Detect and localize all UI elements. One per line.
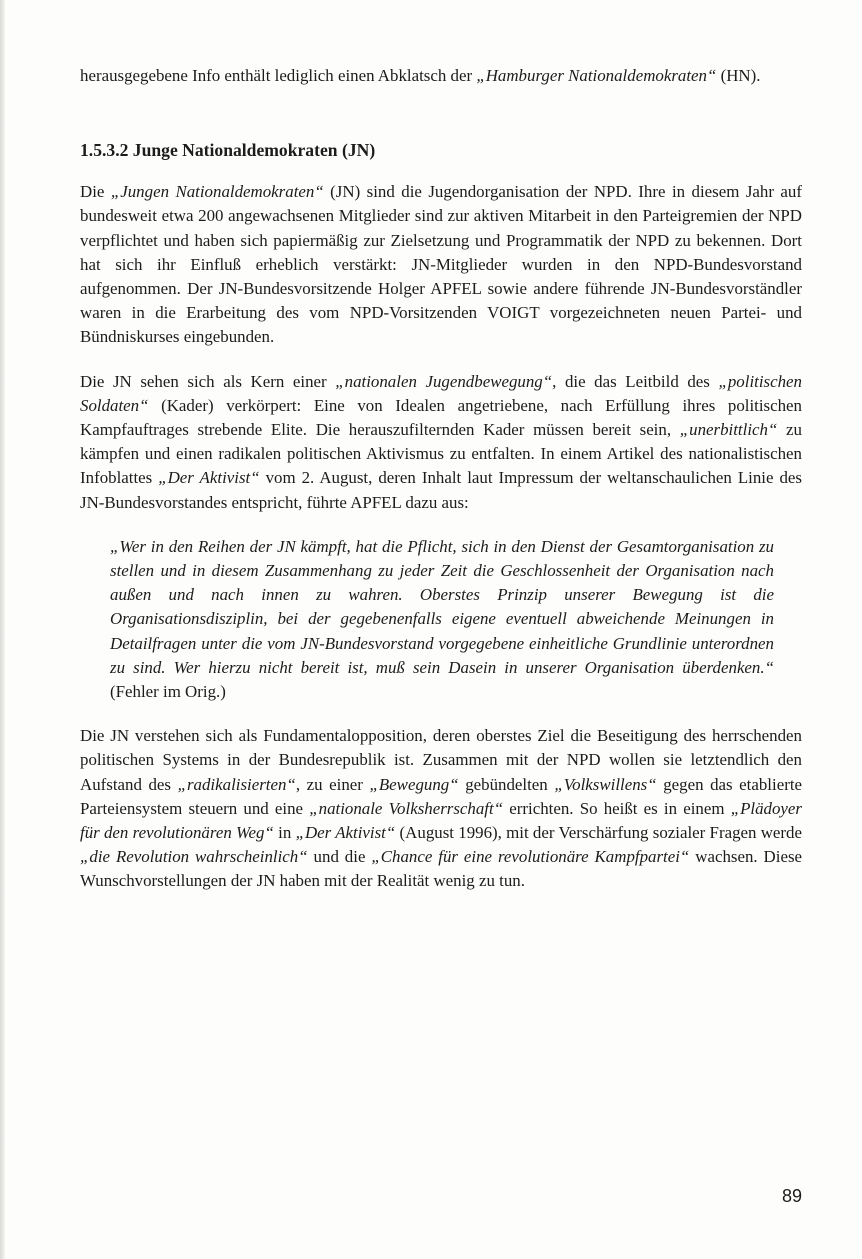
para2-text: , die das Leitbild des	[552, 371, 719, 391]
para2-quote-term: „unerbittlich“	[679, 420, 778, 440]
para3-text: wachsen. Diese Wunschvorstellungen der JN haben mit der Realität wenig zu tun.	[80, 847, 803, 891]
para2-text: zu kämpfen und einen radikalen politischen Aktivismus zu entfalten. In einem Artikel des nationalistischen Infoblattes	[80, 420, 802, 488]
para3-text: , zu einer	[295, 774, 370, 794]
para2-text: (Kader) verkörpert: Eine von Idealen angetriebene, nach Erfüllung ihres politischen Kampfauftrages strebende Elite. Die herauszufilternden Kader müssen bereit sein,	[80, 395, 802, 440]
para2-quote-term: „nationalen Jugendbewegung“	[335, 371, 553, 391]
para1-text: Die	[80, 182, 111, 202]
page-edge-shadow	[0, 0, 5, 1259]
para3-quote-term: „Chance für eine revolutionäre Kampfpartei“	[371, 847, 690, 867]
para3-text: in	[273, 823, 296, 843]
para2-quote-term: „politischen Soldaten“	[80, 371, 802, 415]
para3-quote-term: „Volkswillens“	[554, 774, 657, 794]
section-heading: 1.5.3.2 Junge Nationaldemokraten (JN)	[80, 140, 376, 161]
para3-text: und die	[307, 847, 372, 867]
intro-text-end: (HN).	[716, 66, 761, 85]
para3-text: (August 1996), mit der Verschärfung sozialer Fragen werde	[395, 823, 802, 843]
quote-note: (Fehler im Orig.)	[110, 682, 226, 702]
jn-name: „Jungen Nationaldemokraten“	[110, 182, 324, 202]
para3-text: Die JN verstehen sich als Fundamentalopposition, deren oberstes Ziel die Beseitigung des herrschenden politischen Systems in der Bundesrepublik ist. Zusammen mit der NPD wollen sie letztendlich den Aufstand des	[80, 726, 802, 794]
paragraph-fundamentalopposition	[80, 724, 802, 893]
para3-quote-term: „nationale Volksherrschaft“	[309, 798, 504, 818]
intro-text: herausgegebene Info enthält lediglich einen Abklatsch der	[80, 66, 477, 85]
paragraph-kader	[80, 370, 802, 515]
para1-text-cont: (JN) sind die Jugendorganisation der NPD. Ihre in diesem Jahr auf bundesweit etwa 200 angewachsenen Mitglieder sind zur aktiven Mitarbeit in den Parteigremien der NPD verpflichtet und haben sich papiermäßig zur Zielsetzung und Programmatik der NPD zu bekennen. Dort hat sich ihr Einfluß erheblich verstärkt: JN-Mitglieder wurden in den NPD-Bundesvorstand aufgenommen. Der JN-Bundesvorsitzende Holger APFEL sowie andere führende JN-Bundesvorständler waren in die Erarbeitung des vom NPD-Vorsitzenden VOIGT vorgezeichneten neuen Partei- und Bündniskurses eingebunden.	[80, 182, 802, 347]
para3-text: gegen das etablierte Parteiensystem steuern und eine	[80, 774, 803, 818]
hn-name: „Hamburger Nationaldemokraten“	[476, 66, 717, 85]
para3-quote-term: „Der Aktivist“	[295, 823, 396, 843]
para2-text: Die JN sehen sich als Kern einer	[80, 371, 336, 391]
para2-text: vom 2. August, deren Inhalt laut Impressum der weltanschaulichen Linie des JN-Bundesvorstandes entspricht, führte APFEL dazu aus:	[80, 468, 802, 512]
para2-quote-term: „Der Aktivist“	[158, 468, 260, 488]
para3-quote-term: „Plädoyer für den revolutionären Weg“	[80, 798, 802, 843]
page-number: 89	[781, 1186, 802, 1206]
para3-text: errichten. So heißt es in einem	[503, 798, 731, 818]
para3-text: gebündelten	[458, 774, 555, 794]
quote-text: „Wer in den Reihen der JN kämpft, hat die Pflicht, sich in den Dienst der Gesamtorganisation zu stellen und in diesem Zusammenhang zu jeder Zeit die Geschlossenheit der Organisation nach außen und nach innen zu wahren. Oberstes Prinzip unserer Bewegung ist die Organisationsdisziplin, bei der gegebenenfalls eigene eventuell abweichende Meinungen in Detailfragen unter die vom JN-Bundesvorstand vorgegebene einheitliche Grundlinie unterordnen zu sind. Wer hierzu nicht bereit ist, muß sein Dasein in unserer Organisation überdenken.“	[110, 536, 774, 677]
para3-quote-term: „radikalisierten“	[177, 774, 296, 794]
para3-quote-term: „Bewegung“	[369, 774, 459, 794]
para3-quote-term: „die Revolution wahrscheinlich“	[80, 847, 308, 867]
paragraph-jn-intro	[80, 180, 802, 349]
page-body	[80, 64, 802, 894]
block-quote	[110, 535, 774, 704]
intro-paragraph	[80, 64, 802, 88]
